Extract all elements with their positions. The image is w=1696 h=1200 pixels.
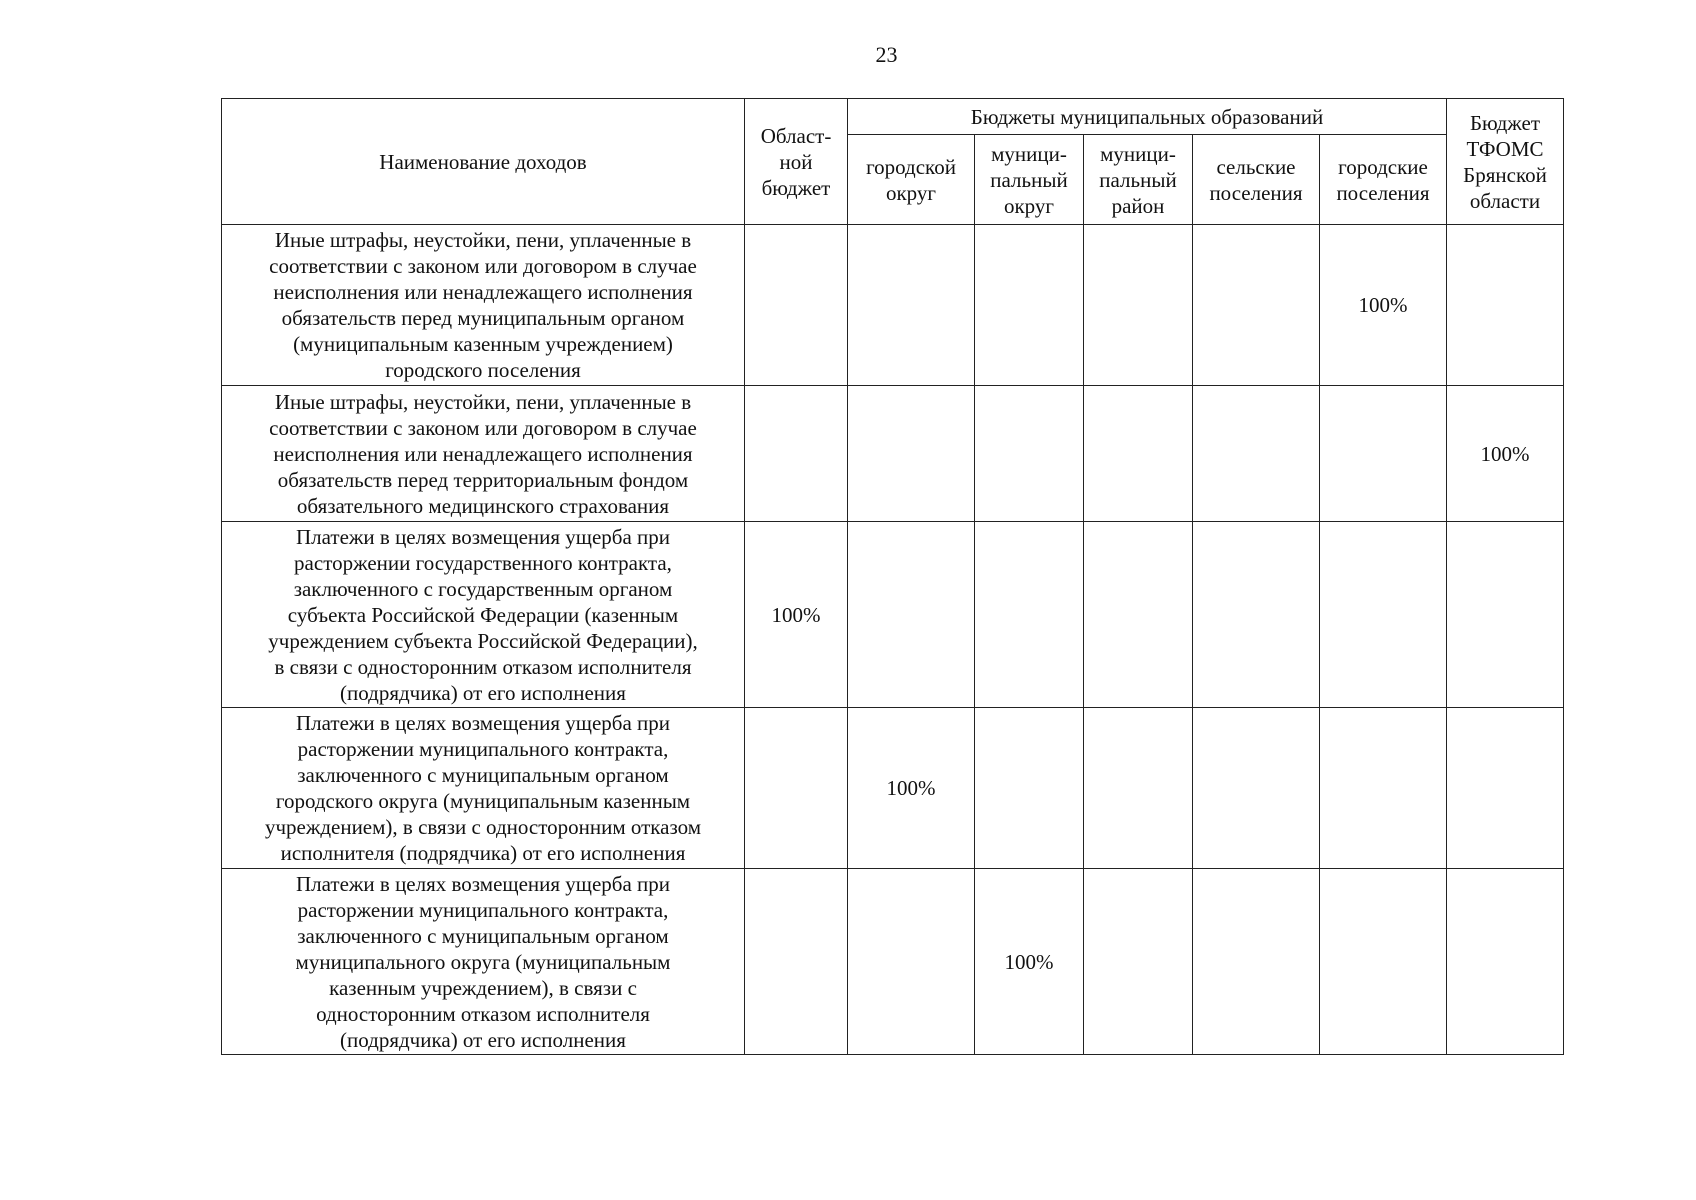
revenue-name-line: расторжении муниципального контракта, bbox=[297, 897, 669, 922]
revenue-name-line: расторжении государственного контракта, bbox=[294, 550, 672, 575]
revenue-name-line: исполнителя (подрядчика) от его исполнения bbox=[280, 841, 686, 865]
share-cell bbox=[1193, 708, 1320, 869]
table-row bbox=[222, 225, 1564, 386]
table-body bbox=[222, 225, 1564, 1055]
share-cell: 100% bbox=[745, 522, 848, 708]
revenue-name-line: обязательного медицинского страхования bbox=[296, 493, 670, 518]
header-regional-budget: Област- ной бюджет bbox=[745, 99, 848, 225]
revenue-name-line: заключенного с государственным органом bbox=[293, 576, 673, 601]
revenue-name-line: субъекта Российской Федерации (казенным bbox=[287, 602, 679, 627]
table-row bbox=[222, 522, 1564, 708]
share-cell bbox=[1193, 386, 1320, 522]
header-municipal-okrug: муници- пальный округ bbox=[975, 135, 1084, 225]
header-municipal-budgets: Бюджеты муниципальных образований bbox=[848, 99, 1447, 135]
revenue-distribution-table bbox=[221, 98, 1564, 1055]
share-cell: 100% bbox=[848, 708, 975, 869]
revenue-name-line: Иные штрафы, неустойки, пени, уплаченные в bbox=[274, 389, 692, 414]
revenue-name-line: неисполнения или ненадлежащего исполнения bbox=[273, 280, 693, 304]
share-cell bbox=[1084, 522, 1193, 708]
share-cell: 100% bbox=[1320, 225, 1447, 386]
share-cell bbox=[848, 869, 975, 1055]
revenue-name-line: заключенного с муниципальным органом bbox=[297, 923, 669, 948]
revenue-name-line: учреждением субъекта Российской Федерации), bbox=[268, 628, 698, 653]
share-cell bbox=[1447, 225, 1564, 386]
header-name: Наименование доходов bbox=[222, 99, 745, 225]
revenue-name-line: (муниципальным казенным учреждением) bbox=[293, 332, 673, 356]
share-cell bbox=[1320, 386, 1447, 522]
share-cell bbox=[1084, 869, 1193, 1055]
revenue-name-line: Платежи в целях возмещения ущерба при bbox=[295, 871, 670, 896]
share-cell bbox=[1084, 708, 1193, 869]
share-cell bbox=[848, 225, 975, 386]
revenue-name-cell bbox=[222, 869, 745, 1055]
share-cell bbox=[1320, 522, 1447, 708]
share-cell bbox=[745, 708, 848, 869]
revenue-name-line: неисполнения или ненадлежащего исполнения bbox=[273, 441, 693, 466]
share-cell bbox=[745, 386, 848, 522]
revenue-name-line: городского поселения bbox=[385, 358, 581, 382]
revenue-name-cell bbox=[222, 386, 745, 522]
revenue-name-line: муниципального округа (муниципальным bbox=[295, 949, 671, 974]
revenue-name-line: заключенного с муниципальным органом bbox=[297, 763, 669, 787]
page-number: 23 bbox=[875, 42, 898, 67]
share-cell bbox=[848, 386, 975, 522]
share-cell: 100% bbox=[1447, 386, 1564, 522]
header-tfoms-budget: Бюджет ТФОМС Брянской области bbox=[1447, 99, 1564, 225]
share-cell bbox=[1193, 225, 1320, 386]
share-cell bbox=[975, 708, 1084, 869]
revenue-name-line: обязательств перед территориальным фондом bbox=[277, 467, 689, 492]
share-cell bbox=[1193, 869, 1320, 1055]
share-cell bbox=[1447, 869, 1564, 1055]
share-cell bbox=[1193, 522, 1320, 708]
table-row bbox=[222, 708, 1564, 869]
share-cell bbox=[745, 225, 848, 386]
revenue-name-line: (подрядчика) от его исполнения bbox=[340, 680, 626, 705]
revenue-name-line: Платежи в целях возмещения ущерба при bbox=[295, 711, 670, 735]
revenue-name-line: Иные штрафы, неустойки, пени, уплаченные в bbox=[274, 228, 692, 252]
revenue-name-line: Платежи в целях возмещения ущерба при bbox=[295, 524, 670, 549]
revenue-name-line: городского округа (муниципальным казенным bbox=[275, 789, 691, 813]
share-cell bbox=[975, 386, 1084, 522]
revenue-name-line: расторжении муниципального контракта, bbox=[297, 737, 669, 761]
table-row bbox=[222, 869, 1564, 1055]
share-cell bbox=[975, 522, 1084, 708]
share-cell bbox=[1447, 522, 1564, 708]
header-urban-settlements: городские поселения bbox=[1320, 135, 1447, 225]
share-cell bbox=[1320, 869, 1447, 1055]
table-row bbox=[222, 386, 1564, 522]
share-cell bbox=[745, 869, 848, 1055]
revenue-name-line: казенным учреждением), в связи с bbox=[329, 975, 637, 1000]
header-municipal-raion: муници- пальный район bbox=[1084, 135, 1193, 225]
revenue-name-cell bbox=[222, 708, 745, 869]
header-city-district: городской округ bbox=[848, 135, 975, 225]
revenue-name-line: учреждением), в связи с односторонним отказом bbox=[264, 815, 702, 839]
share-cell bbox=[1084, 225, 1193, 386]
revenue-name-line: соответствии с законом или договором в случае bbox=[269, 254, 697, 278]
revenue-name-line: односторонним отказом исполнителя bbox=[316, 1001, 650, 1026]
share-cell bbox=[848, 522, 975, 708]
header-rural-settlements: сельские поселения bbox=[1193, 135, 1320, 225]
revenue-name-line: в связи с односторонним отказом исполнителя bbox=[274, 654, 692, 679]
revenue-name-line: (подрядчика) от его исполнения bbox=[340, 1027, 626, 1052]
share-cell bbox=[975, 225, 1084, 386]
revenue-name-cell bbox=[222, 522, 745, 708]
revenue-name-line: соответствии с законом или договором в случае bbox=[269, 415, 697, 440]
share-cell: 100% bbox=[975, 869, 1084, 1055]
share-cell bbox=[1084, 386, 1193, 522]
share-cell bbox=[1320, 708, 1447, 869]
share-cell bbox=[1447, 708, 1564, 869]
revenue-name-cell bbox=[222, 225, 745, 386]
revenue-name-line: обязательств перед муниципальным органом bbox=[281, 306, 685, 330]
